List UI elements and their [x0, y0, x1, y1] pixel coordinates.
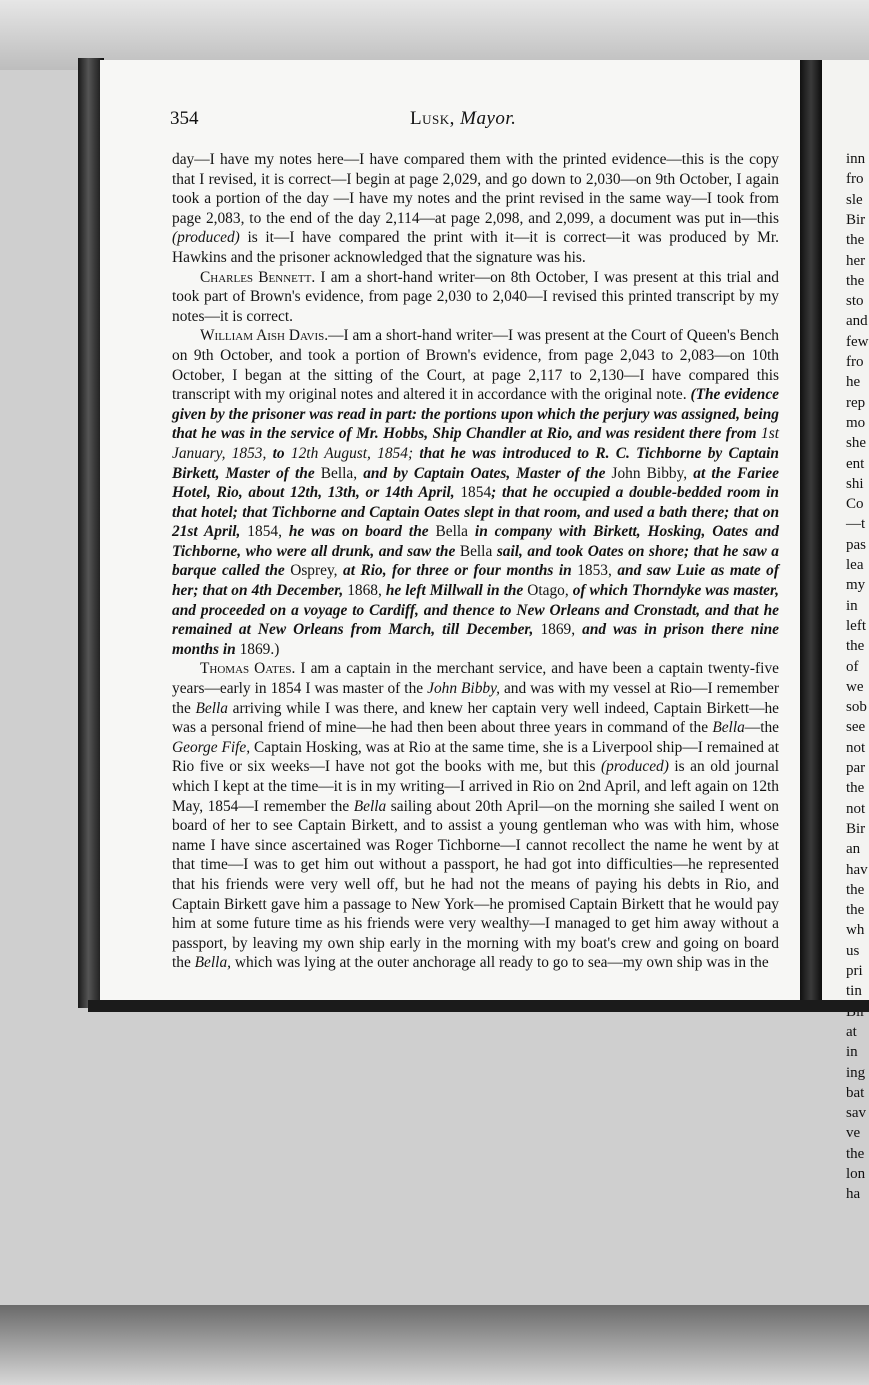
text-run: I am a short-hand writer—on 8th October, I was present at this trial and took part of Brown's evidence, from page 2,030 to 2,040—I revised this printed transcript by my notes—it is correct. — [172, 268, 779, 325]
ship-name: Bella — [459, 542, 497, 560]
facing-page-fragment: ha — [846, 1186, 861, 1203]
text-run-italic: that he was introduced to R. C. Tichborne by Captain Birkett, Master of the — [172, 444, 779, 482]
facing-page-fragment: and — [846, 313, 868, 330]
ship-name: Bella, — [320, 464, 364, 482]
facing-page-fragment: we — [846, 678, 864, 695]
paragraph-continuation — [172, 150, 779, 268]
text-run: 1854 — [460, 484, 492, 502]
facing-page-fragment: an — [846, 841, 861, 858]
facing-page-fragment: the — [846, 232, 865, 249]
facing-page-fragment: lea — [846, 557, 864, 573]
text-run: arriving while I was there, and knew her captain very well indeed, Captain Birkett—he was a personal friend of mine—he had then been about three years in command of the — [172, 699, 780, 737]
ship-name-italic: John Bibby, — [427, 680, 500, 698]
text-run-italic: in company with Birkett, Hosking, Oates and Tichborne, who were all drunk, and saw the — [172, 523, 779, 560]
facing-page-fragment: fro — [846, 354, 864, 370]
text-run-italic: 12th August, 1854; — [290, 444, 420, 462]
text-run-italic: (produced) — [172, 229, 240, 247]
facing-page-fragment: he — [846, 374, 861, 391]
text-run-italic: (The evidence given by the prisoner was read in part: the portions upon which the perjury was assigned, being that he was in the service of Mr. Hobbs, Ship Chandler at Rio, and was resident there from — [172, 386, 779, 443]
facing-page-fragment: —t — [846, 516, 866, 533]
text-run: 1868, — [347, 582, 386, 600]
text-run: —I am a short-hand writer—I was present at the Court of Queen's Bench on 9th October, and took a portion of Brown's evidence, from page 2,043 to 2,083—on 10th October, I began at the sitting of the Court, at page 2,117 to 2,130—I have compared this transcript with my original notes and altered it in accordance with the original note. — [172, 327, 779, 404]
facing-page-fragment: in — [846, 597, 858, 614]
facing-page-fragment: the — [846, 780, 865, 797]
text-run-italic: at the Fariee Hotel, Rio, about 12th, 13th, or 14th April, — [172, 464, 779, 502]
text-run-italic: of which Thorndyke was master, and proceeded on a voyage to Cardiff, and thence to New Orleans and Cronstadt, and that he remained at New Orleans from March, till December, — [172, 582, 779, 639]
facing-page-fragment: hav — [846, 861, 868, 878]
facing-page-fragment: par — [846, 760, 866, 776]
text-run: 1853, — [577, 562, 618, 580]
paragraph-davis — [172, 326, 779, 659]
book-gutter — [800, 60, 822, 1010]
facing-page-fragment: of — [846, 658, 859, 675]
facing-page-fragment: sob — [846, 699, 867, 716]
facing-page-fragment: lon — [846, 1166, 866, 1182]
facing-page-fragment: not — [846, 739, 866, 756]
page-header — [170, 108, 780, 134]
scan-background-bottom — [0, 1305, 869, 1385]
facing-page-fragment: the — [846, 1145, 865, 1162]
facing-page-fragment: fro — [846, 171, 864, 188]
text-run: day—I have my notes here—I have compared them with the printed evidence—this is the copy that I revised, it is correct—I begin at page 2,029, and go down to 2,030—on 9th October, I again took a portion of the day —I have my notes and the print revised in the same way—I took from page 2,083, to the end of the day 2,114—at page 2,098, and 2,099, a document was put in—this — [172, 151, 779, 227]
running-head — [410, 108, 516, 130]
page-shadow-edge — [88, 1000, 869, 1012]
facing-page-fragment: ve — [846, 1125, 861, 1142]
facing-page-fragment: mo — [846, 414, 866, 431]
text-run: I am a captain in the merchant service, and have been a captain twenty-five years—early in 1854 I was master of the — [172, 660, 779, 698]
ship-name: John Bibby, — [611, 464, 694, 482]
text-run: 1854, — [247, 523, 289, 541]
facing-page-fragment: rep — [846, 394, 866, 411]
facing-page-fragment: not — [846, 800, 866, 817]
facing-page-fragment: in — [846, 1044, 858, 1061]
text-run-italic: (produced) — [601, 758, 669, 776]
facing-page-fragment: Bir — [846, 211, 866, 228]
facing-page-fragment: wh — [846, 922, 865, 939]
ship-name-italic: George Fife, — [172, 738, 251, 756]
facing-page-fragment: left — [846, 617, 866, 634]
facing-page-fragment: ing — [846, 1064, 866, 1081]
text-run: Captain Hosking, was at Rio at the same time, she is a Liverpool ship—I remained at Rio five or six weeks—I have not got the books with me, but this — [172, 738, 779, 776]
ship-name-italic: Bella — [195, 699, 228, 717]
facing-page-fragment: bat — [846, 1084, 865, 1101]
facing-page-fragment: pas — [846, 536, 866, 553]
text-run: which was lying at the outer anchorage all ready to go to sea—my own ship was in the — [230, 954, 769, 972]
facing-page-fragment: sto — [846, 293, 864, 310]
text-run-italic: he was on board the — [288, 523, 436, 541]
running-head-title: Mayor. — [460, 108, 517, 129]
ship-name: Bella — [435, 523, 475, 541]
paragraph-oates — [172, 659, 779, 973]
facing-page-fragment: the — [846, 638, 865, 655]
facing-page-fragment: inn — [846, 151, 866, 167]
facing-page-fragment: shi — [846, 475, 864, 492]
ship-name-italic: Bella — [353, 797, 387, 815]
facing-page-fragment: see — [846, 719, 866, 736]
paragraph-bennett — [172, 268, 779, 327]
text-run-italic: ; that he occupied a double-bedded room in that hotel; that Tichborne and Captain Oates slept in that room, and used a bath there; that on 21st April, — [172, 484, 779, 541]
witness-name: Charles Bennett. — [200, 268, 316, 286]
text-run: —the — [744, 719, 779, 737]
text-run-italic: and saw Luie as mate of her; that on 4th December, — [172, 562, 779, 600]
text-run: and was with my vessel at Rio—I remember the — [172, 680, 779, 717]
facing-page-fragment: sav — [846, 1105, 866, 1122]
facing-page-fragment: ent — [846, 455, 865, 472]
facing-page-fragment: pri — [846, 963, 863, 979]
facing-page-fragment: tin — [846, 983, 862, 1000]
witness-name: Thomas Oates. — [200, 660, 296, 678]
page-number: 354 — [170, 108, 199, 129]
facing-page-fragment: the — [846, 881, 865, 898]
facing-page-fragment: few — [846, 333, 869, 350]
facing-page-fragment: Co — [846, 496, 864, 513]
text-run-italic: sail, and took Oates on shore; that he saw a barque called the — [172, 542, 780, 580]
facing-page-fragment: at — [846, 1023, 857, 1040]
text-run: is it—I have compared the print with it—it is correct—it was produced by Mr. Hawkins and the prisoner acknowledged that the signature was his. — [172, 229, 779, 266]
facing-page-fragment: the — [846, 272, 865, 289]
witness-name: William Aish Davis. — [200, 327, 329, 345]
text-run-italic: to — [272, 444, 291, 462]
ship-name: Otago, — [527, 582, 573, 600]
facing-page-fragment: her — [846, 252, 866, 269]
ship-name-italic: Bella, — [194, 954, 231, 972]
text-run-italic: he left Millwall in the — [385, 582, 528, 600]
text-run-italic: 1st January, 1853, — [172, 425, 779, 462]
text-run: 1869, — [540, 621, 583, 639]
page-body — [172, 150, 779, 973]
ship-name-italic: Bella — [712, 719, 745, 737]
text-run-italic: at Rio, for three or four months in — [343, 562, 578, 580]
facing-page-edge — [822, 60, 869, 1203]
text-run: 1869.) — [239, 640, 280, 658]
facing-page-fragment: she — [846, 435, 866, 452]
facing-page-fragment: sle — [846, 191, 863, 208]
running-head-name: Lusk, — [410, 108, 455, 129]
facing-page-fragment: the — [846, 902, 865, 919]
text-run-italic: and was in prison there nine months in — [172, 621, 779, 658]
text-run-italic: and by Captain Oates, Master of the — [363, 464, 612, 482]
text-run: sailing about 20th April—on the morning she sailed I went on board of her to see Captain Birkett, and to assist a young gentleman who was with him, whose name I have since ascertained was Roger Tichborne—I cannot recollect the name he went by at that time—I was to get him out without a passport, he had got into difficulties—he represented that his friends were very well off, but he had not the means of paying his debts in Rio, and Captain Birkett gave him a passage to New York—he promised Captain Birkett that he would pay him at some future time as his friends were very wealthy—I managed to get him away without a passport, by leaving my own ship early in the morning with my boat's crew and going on board the — [172, 797, 779, 972]
facing-page-fragment: us — [846, 942, 860, 959]
facing-page-fragment: my — [846, 577, 866, 594]
facing-page-fragment: Bir — [846, 820, 866, 837]
text-run: is an old journal which I kept at the time—it is in my writing—I arrived in Rio on 2nd April, and left again on 12th May, 1854—I remember the — [172, 758, 779, 815]
ship-name: Osprey, — [290, 562, 343, 580]
